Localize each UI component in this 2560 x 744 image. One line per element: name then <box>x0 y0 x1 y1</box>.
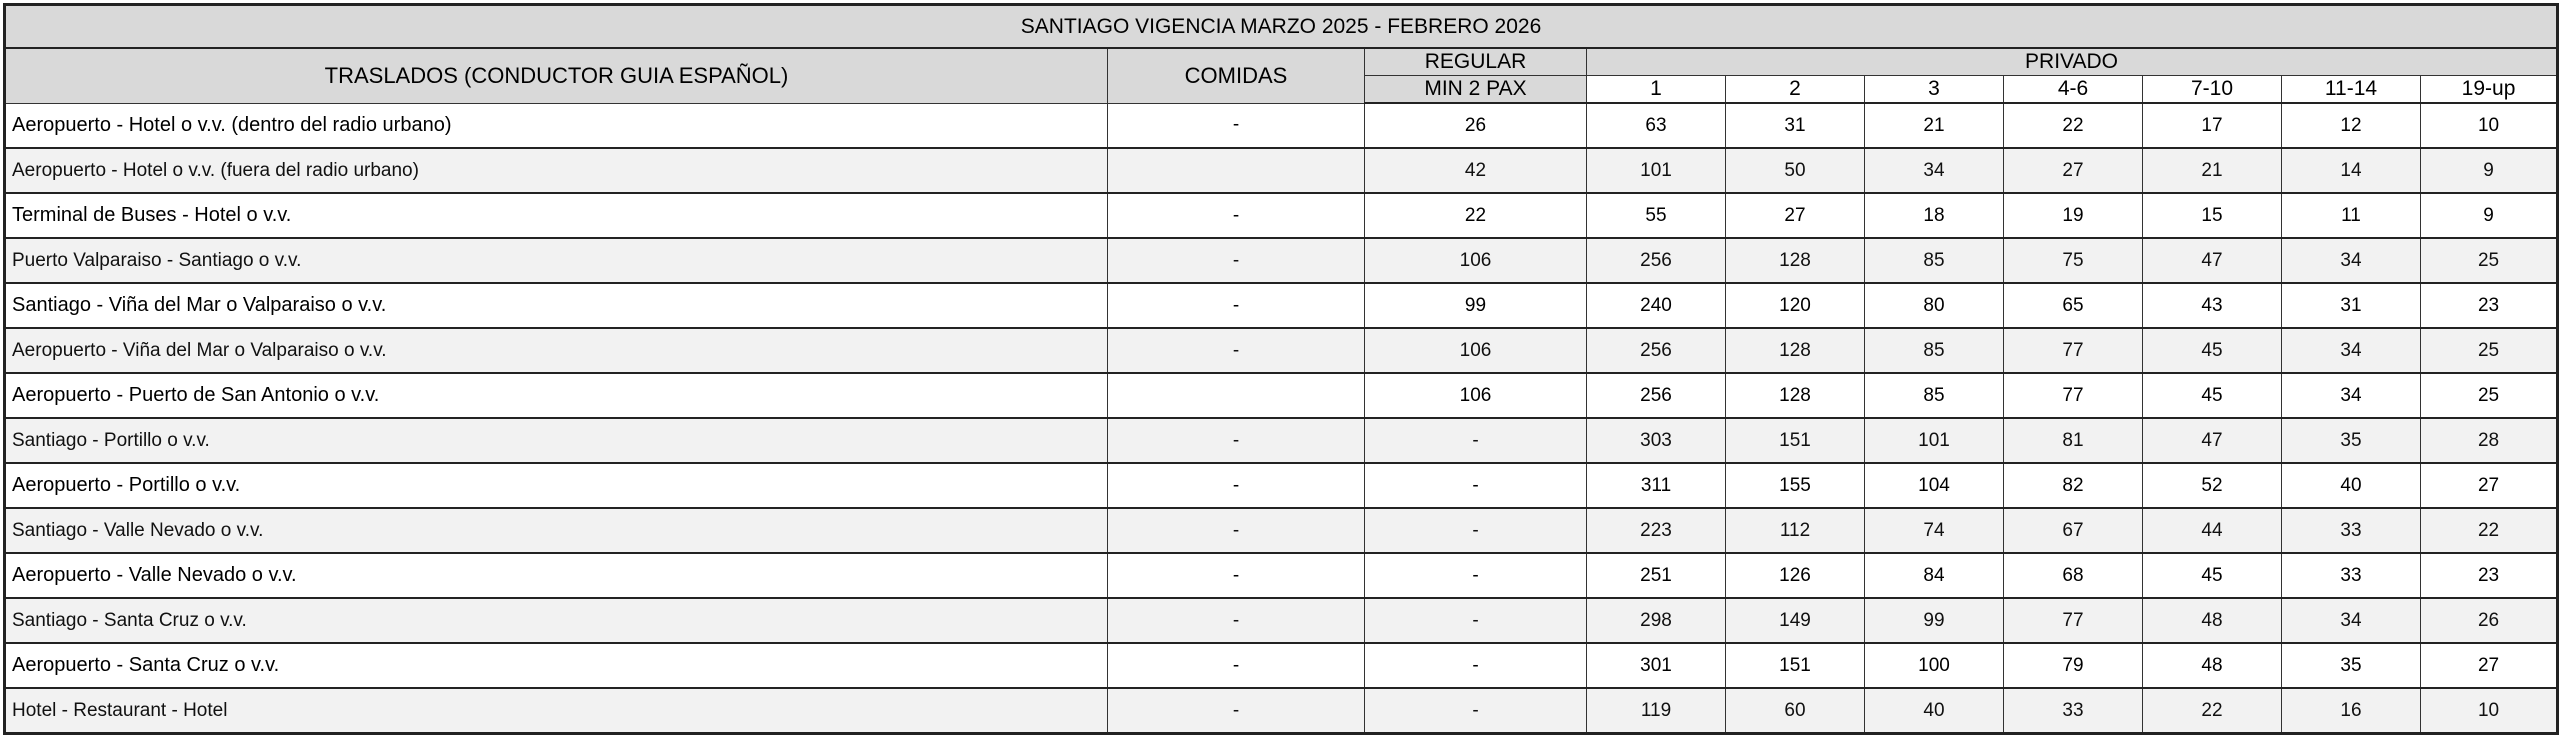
privado-price-cell: 99 <box>1865 598 2004 643</box>
table-row <box>5 238 2558 283</box>
privado-price-cell: 67 <box>2004 508 2143 553</box>
header-privado: PRIVADO <box>1587 48 2558 76</box>
header-privado-col: 7-10 <box>2143 76 2282 104</box>
privado-price-cell: 298 <box>1587 598 1726 643</box>
privado-price-cell: 63 <box>1587 103 1726 148</box>
regular-price-cell: - <box>1365 508 1587 553</box>
privado-price-cell: 47 <box>2143 238 2282 283</box>
regular-price-cell: 106 <box>1365 238 1587 283</box>
privado-price-cell: 22 <box>2421 508 2558 553</box>
privado-price-cell: 27 <box>1726 193 1865 238</box>
privado-price-cell: 22 <box>2004 103 2143 148</box>
route-name-cell: Aeropuerto - Portillo o v.v. <box>5 463 1108 508</box>
rates-table <box>3 3 2559 735</box>
privado-price-cell: 77 <box>2004 328 2143 373</box>
privado-price-cell: 11 <box>2282 193 2421 238</box>
route-name-cell: Santiago - Viña del Mar o Valparaiso o v.v. <box>5 283 1108 328</box>
comidas-cell: - <box>1108 463 1365 508</box>
header-traslados: TRASLADOS (CONDUCTOR GUIA ESPAÑOL) <box>5 48 1108 103</box>
privado-price-cell: 68 <box>2004 553 2143 598</box>
privado-price-cell: 21 <box>2143 148 2282 193</box>
privado-price-cell: 151 <box>1726 418 1865 463</box>
privado-price-cell: 101 <box>1587 148 1726 193</box>
privado-price-cell: 44 <box>2143 508 2282 553</box>
privado-price-cell: 15 <box>2143 193 2282 238</box>
privado-price-cell: 256 <box>1587 238 1726 283</box>
privado-price-cell: 21 <box>1865 103 2004 148</box>
table-row <box>5 103 2558 148</box>
privado-price-cell: 16 <box>2282 688 2421 734</box>
privado-price-cell: 14 <box>2282 148 2421 193</box>
privado-price-cell: 60 <box>1726 688 1865 734</box>
privado-price-cell: 100 <box>1865 643 2004 688</box>
privado-price-cell: 126 <box>1726 553 1865 598</box>
regular-price-cell: - <box>1365 553 1587 598</box>
privado-price-cell: 119 <box>1587 688 1726 734</box>
privado-price-cell: 303 <box>1587 418 1726 463</box>
privado-price-cell: 34 <box>1865 148 2004 193</box>
privado-price-cell: 77 <box>2004 598 2143 643</box>
privado-price-cell: 151 <box>1726 643 1865 688</box>
comidas-cell: - <box>1108 193 1365 238</box>
privado-price-cell: 256 <box>1587 373 1726 418</box>
privado-price-cell: 75 <box>2004 238 2143 283</box>
privado-price-cell: 23 <box>2421 553 2558 598</box>
privado-price-cell: 311 <box>1587 463 1726 508</box>
privado-price-cell: 27 <box>2421 643 2558 688</box>
table-row <box>5 553 2558 598</box>
privado-price-cell: 104 <box>1865 463 2004 508</box>
privado-price-cell: 25 <box>2421 373 2558 418</box>
header-privado-col: 11-14 <box>2282 76 2421 104</box>
header-regular-sub: MIN 2 PAX <box>1365 76 1587 104</box>
privado-price-cell: 77 <box>2004 373 2143 418</box>
privado-price-cell: 85 <box>1865 238 2004 283</box>
privado-price-cell: 128 <box>1726 238 1865 283</box>
regular-price-cell: - <box>1365 688 1587 734</box>
table-row <box>5 283 2558 328</box>
privado-price-cell: 251 <box>1587 553 1726 598</box>
privado-price-cell: 82 <box>2004 463 2143 508</box>
comidas-cell: - <box>1108 328 1365 373</box>
regular-price-cell: 22 <box>1365 193 1587 238</box>
privado-price-cell: 35 <box>2282 643 2421 688</box>
header-privado-col: 3 <box>1865 76 2004 104</box>
table-row <box>5 598 2558 643</box>
route-name-cell: Aeropuerto - Viña del Mar o Valparaiso o v.v. <box>5 328 1108 373</box>
regular-price-cell: 26 <box>1365 103 1587 148</box>
privado-price-cell: 79 <box>2004 643 2143 688</box>
table-row <box>5 508 2558 553</box>
comidas-cell <box>1108 148 1365 193</box>
privado-price-cell: 25 <box>2421 328 2558 373</box>
privado-price-cell: 10 <box>2421 103 2558 148</box>
rates-table-container <box>3 3 2556 735</box>
regular-price-cell: 42 <box>1365 148 1587 193</box>
comidas-cell: - <box>1108 103 1365 148</box>
privado-price-cell: 47 <box>2143 418 2282 463</box>
privado-price-cell: 17 <box>2143 103 2282 148</box>
header-privado-col: 4-6 <box>2004 76 2143 104</box>
table-row <box>5 688 2558 734</box>
route-name-cell: Aeropuerto - Hotel o v.v. (fuera del radio urbano) <box>5 148 1108 193</box>
privado-price-cell: 40 <box>1865 688 2004 734</box>
privado-price-cell: 45 <box>2143 373 2282 418</box>
privado-price-cell: 45 <box>2143 553 2282 598</box>
regular-price-cell: 106 <box>1365 373 1587 418</box>
route-name-cell: Puerto Valparaiso - Santiago o v.v. <box>5 238 1108 283</box>
privado-price-cell: 34 <box>2282 238 2421 283</box>
privado-price-cell: 101 <box>1865 418 2004 463</box>
privado-price-cell: 240 <box>1587 283 1726 328</box>
regular-price-cell: - <box>1365 598 1587 643</box>
privado-price-cell: 26 <box>2421 598 2558 643</box>
privado-price-cell: 33 <box>2004 688 2143 734</box>
header-comidas: COMIDAS <box>1108 48 1365 103</box>
privado-price-cell: 149 <box>1726 598 1865 643</box>
privado-price-cell: 128 <box>1726 373 1865 418</box>
route-name-cell: Santiago - Santa Cruz o v.v. <box>5 598 1108 643</box>
privado-price-cell: 9 <box>2421 148 2558 193</box>
privado-price-cell: 74 <box>1865 508 2004 553</box>
privado-price-cell: 80 <box>1865 283 2004 328</box>
comidas-cell: - <box>1108 598 1365 643</box>
privado-price-cell: 50 <box>1726 148 1865 193</box>
comidas-cell: - <box>1108 238 1365 283</box>
privado-price-cell: 48 <box>2143 598 2282 643</box>
privado-price-cell: 33 <box>2282 508 2421 553</box>
privado-price-cell: 9 <box>2421 193 2558 238</box>
privado-price-cell: 40 <box>2282 463 2421 508</box>
comidas-cell: - <box>1108 553 1365 598</box>
route-name-cell: Terminal de Buses - Hotel o v.v. <box>5 193 1108 238</box>
privado-price-cell: 223 <box>1587 508 1726 553</box>
comidas-cell: - <box>1108 283 1365 328</box>
header-privado-col: 19-up <box>2421 76 2558 104</box>
privado-price-cell: 34 <box>2282 373 2421 418</box>
privado-price-cell: 33 <box>2282 553 2421 598</box>
route-name-cell: Aeropuerto - Santa Cruz o v.v. <box>5 643 1108 688</box>
privado-price-cell: 52 <box>2143 463 2282 508</box>
privado-price-cell: 112 <box>1726 508 1865 553</box>
privado-price-cell: 34 <box>2282 598 2421 643</box>
comidas-cell <box>1108 373 1365 418</box>
table-row <box>5 148 2558 193</box>
regular-price-cell: 106 <box>1365 328 1587 373</box>
privado-price-cell: 84 <box>1865 553 2004 598</box>
privado-price-cell: 18 <box>1865 193 2004 238</box>
privado-price-cell: 27 <box>2004 148 2143 193</box>
route-name-cell: Hotel - Restaurant - Hotel <box>5 688 1108 734</box>
route-name-cell: Santiago - Valle Nevado o v.v. <box>5 508 1108 553</box>
privado-price-cell: 85 <box>1865 328 2004 373</box>
regular-price-cell: - <box>1365 463 1587 508</box>
privado-price-cell: 45 <box>2143 328 2282 373</box>
privado-price-cell: 65 <box>2004 283 2143 328</box>
privado-price-cell: 48 <box>2143 643 2282 688</box>
privado-price-cell: 23 <box>2421 283 2558 328</box>
privado-price-cell: 155 <box>1726 463 1865 508</box>
privado-price-cell: 31 <box>2282 283 2421 328</box>
table-row <box>5 373 2558 418</box>
privado-price-cell: 35 <box>2282 418 2421 463</box>
header-privado-col: 2 <box>1726 76 1865 104</box>
regular-price-cell: 99 <box>1365 283 1587 328</box>
privado-price-cell: 10 <box>2421 688 2558 734</box>
privado-price-cell: 128 <box>1726 328 1865 373</box>
privado-price-cell: 81 <box>2004 418 2143 463</box>
comidas-cell: - <box>1108 508 1365 553</box>
regular-price-cell: - <box>1365 418 1587 463</box>
privado-price-cell: 55 <box>1587 193 1726 238</box>
comidas-cell: - <box>1108 418 1365 463</box>
privado-price-cell: 12 <box>2282 103 2421 148</box>
privado-price-cell: 27 <box>2421 463 2558 508</box>
route-name-cell: Aeropuerto - Puerto de San Antonio o v.v. <box>5 373 1108 418</box>
table-title: SANTIAGO VIGENCIA MARZO 2025 - FEBRERO 2026 <box>5 5 2558 49</box>
table-row <box>5 328 2558 373</box>
privado-price-cell: 301 <box>1587 643 1726 688</box>
privado-price-cell: 120 <box>1726 283 1865 328</box>
privado-price-cell: 34 <box>2282 328 2421 373</box>
comidas-cell: - <box>1108 688 1365 734</box>
table-row <box>5 463 2558 508</box>
route-name-cell: Aeropuerto - Valle Nevado o v.v. <box>5 553 1108 598</box>
table-row <box>5 643 2558 688</box>
privado-price-cell: 19 <box>2004 193 2143 238</box>
route-name-cell: Santiago - Portillo o v.v. <box>5 418 1108 463</box>
header-regular: REGULAR <box>1365 48 1587 76</box>
privado-price-cell: 85 <box>1865 373 2004 418</box>
table-row <box>5 193 2558 238</box>
regular-price-cell: - <box>1365 643 1587 688</box>
privado-price-cell: 31 <box>1726 103 1865 148</box>
comidas-cell: - <box>1108 643 1365 688</box>
route-name-cell: Aeropuerto - Hotel o v.v. (dentro del radio urbano) <box>5 103 1108 148</box>
privado-price-cell: 22 <box>2143 688 2282 734</box>
table-row <box>5 418 2558 463</box>
header-privado-col: 1 <box>1587 76 1726 104</box>
privado-price-cell: 28 <box>2421 418 2558 463</box>
privado-price-cell: 256 <box>1587 328 1726 373</box>
privado-price-cell: 43 <box>2143 283 2282 328</box>
privado-price-cell: 25 <box>2421 238 2558 283</box>
